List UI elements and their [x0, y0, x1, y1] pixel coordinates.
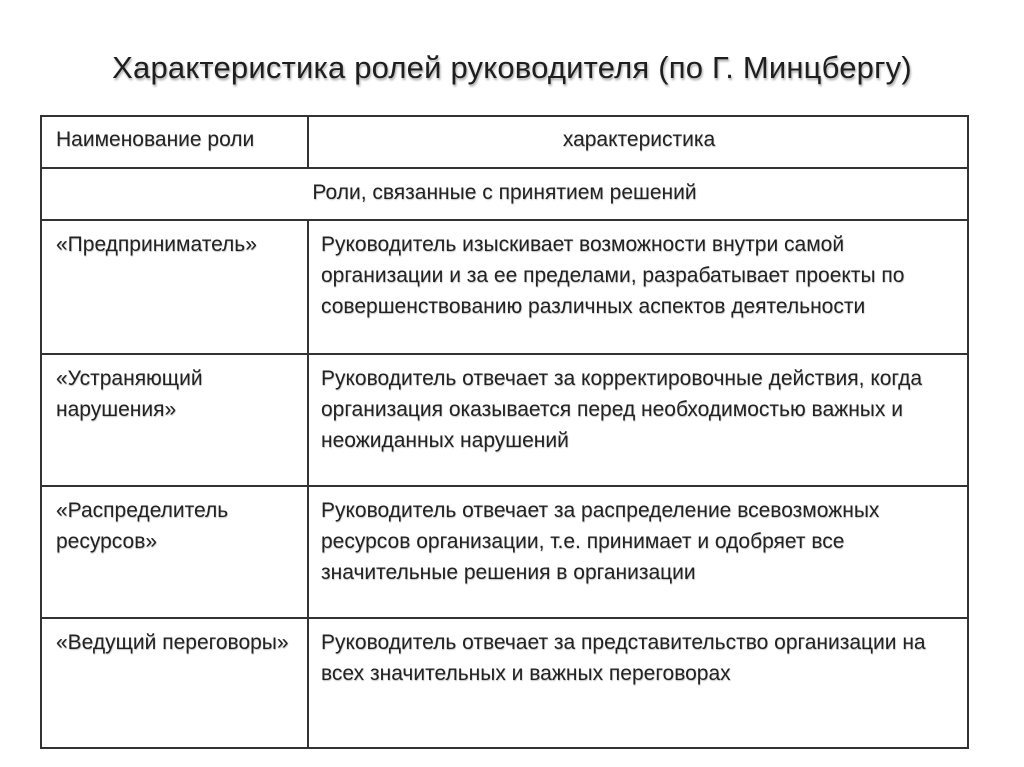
- role-name: «Устраняющий нарушения»: [41, 354, 308, 486]
- table-row: [41, 486, 968, 618]
- section-title: Роли, связанные с принятием решений: [41, 168, 968, 220]
- role-name: «Ведущий переговоры»: [41, 618, 308, 748]
- role-description: Руководитель отвечает за корректировочные действия, когда организация оказывается перед необходимостью важных и неожиданных нарушений: [308, 354, 968, 486]
- role-description: Руководитель изыскивает возможности внутри самой организации и за ее пределами, разрабатывает проекты по совершенствованию различных аспектов деятельности: [308, 220, 968, 354]
- table-row: [41, 354, 968, 486]
- role-name: «Распределитель ресурсов»: [41, 486, 308, 618]
- role-description: Руководитель отвечает за представительство организации на всех значительных и важных переговорах: [308, 618, 968, 748]
- roles-table: [40, 115, 969, 749]
- role-name: «Предприниматель»: [41, 220, 308, 354]
- table-row: [41, 618, 968, 748]
- header-role: Наименование роли: [41, 116, 308, 168]
- table-row: [41, 220, 968, 354]
- header-description: характеристика: [308, 116, 968, 168]
- role-description: Руководитель отвечает за распределение всевозможных ресурсов организации, т.е. принимает и одобряет все значительные решения в организации: [308, 486, 968, 618]
- slide-title: Характеристика ролей руководителя (по Г. Минцбергу): [112, 50, 912, 85]
- table-header-row: [41, 116, 968, 168]
- section-row: [41, 168, 968, 220]
